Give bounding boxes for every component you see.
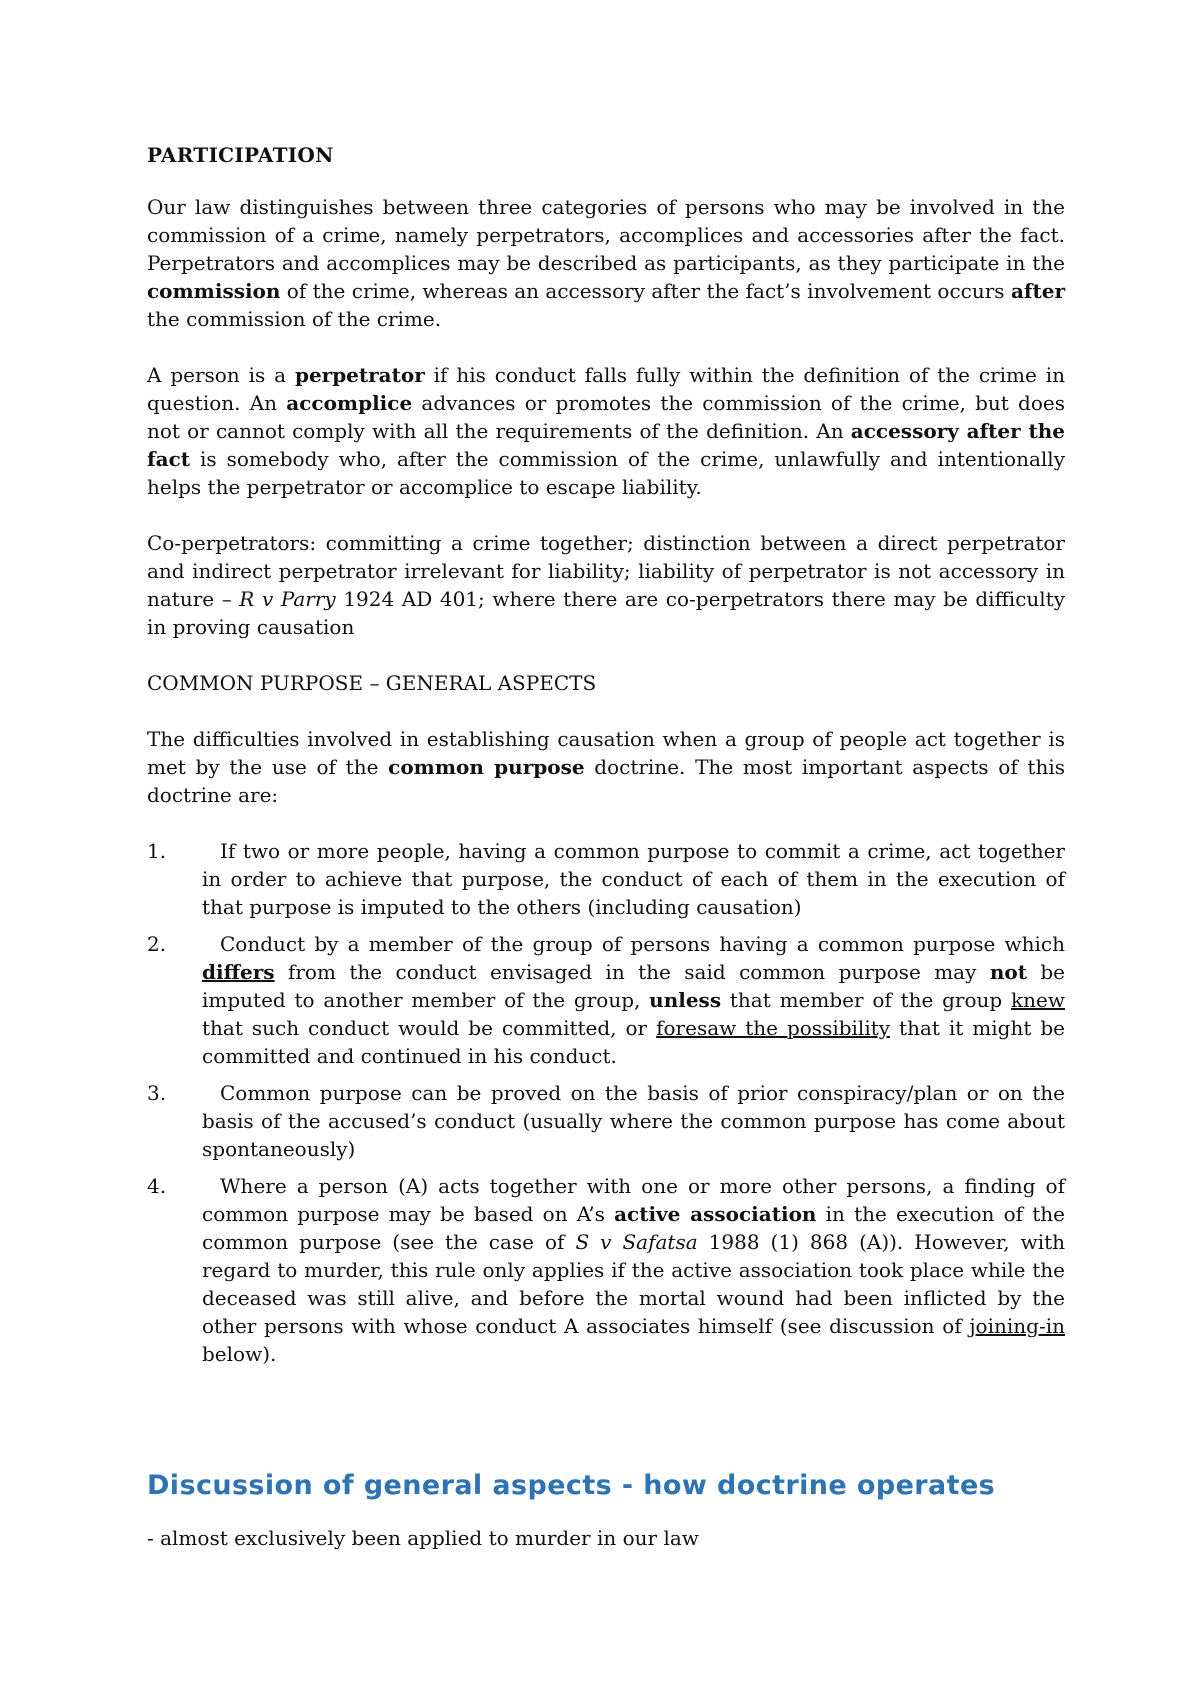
intro-paragraph: Our law distinguishes between three categories of persons who may be involved in the commission of a crime, namely perpetrators, accomplices and accessories after the fact. Perpetrators and accomplices may be described as participants, as they participate in the commission of the crime, whereas an accessory after the fact’s involvement occurs after the commission of the crime.: [147, 195, 1065, 331]
list-item: 1. If two or more people, having a common purpose to commit a crime, act together in order to achieve that purpose, the conduct of each of them in the execution of that purpose is imputed to the others (including causation): [147, 839, 1065, 919]
discussion-bullet: - almost exclusively been applied to murder in our law: [147, 1526, 699, 1550]
coperpetrators-paragraph: Co-perpetrators: committing a crime together; distinction between a direct perpetrator and indirect perpetrator irrelevant for liability; liability of perpetrator is not accessory in nature – R v Parry 1924 AD 401; where there are co-perpetrators there may be difficulty in proving causation: [147, 531, 1066, 639]
document-body: [147, 143, 1065, 1552]
common-purpose-list: [147, 837, 1065, 1368]
definitions-paragraph: A person is a perpetrator if his conduct falls fully within the definition of the crime in question. An accomplice advances or promotes the commission of the crime, but does not or cannot comply with all the requirements of the definition. An accessory after the fact is somebody who, after the commission of the crime, unlawfully and intentionally helps the perpetrator or accomplice to escape liability.: [147, 363, 1065, 499]
list-item: 3. Common purpose can be proved on the basis of prior conspiracy/plan or on the basis of the accused’s conduct (usually where the common purpose has come about spontaneously): [147, 1081, 1065, 1161]
page-title: PARTICIPATION: [147, 143, 334, 167]
list-item: 4. Where a person (A) acts together with one or more other persons, a finding of common purpose may be based on A’s active association in the execution of the common purpose (see the case of S v Safatsa 1988 (1) 868 (A)). However, with regard to murder, this rule only applies if the active association took place while the deceased was still alive, and before the mortal wound had been inflicted by the other persons with whose conduct A associates himself (see discussion of joining-in below).: [147, 1174, 1066, 1366]
common-purpose-heading: COMMON PURPOSE – GENERAL ASPECTS: [147, 671, 597, 695]
discussion-heading: Discussion of general aspects - how doctrine operates: [147, 1470, 996, 1501]
common-purpose-intro: The difficulties involved in establishing causation when a group of people act together is met by the use of the common purpose doctrine. The most important aspects of this doctrine are:: [147, 727, 1066, 807]
list-item: 2. Conduct by a member of the group of persons having a common purpose which differs from the conduct envisaged in the said common purpose may not be imputed to another member of the group, unless that member of the group knew that such conduct would be committed, or foresaw the possibility that it might be committed and continued in his conduct.: [147, 932, 1065, 1068]
